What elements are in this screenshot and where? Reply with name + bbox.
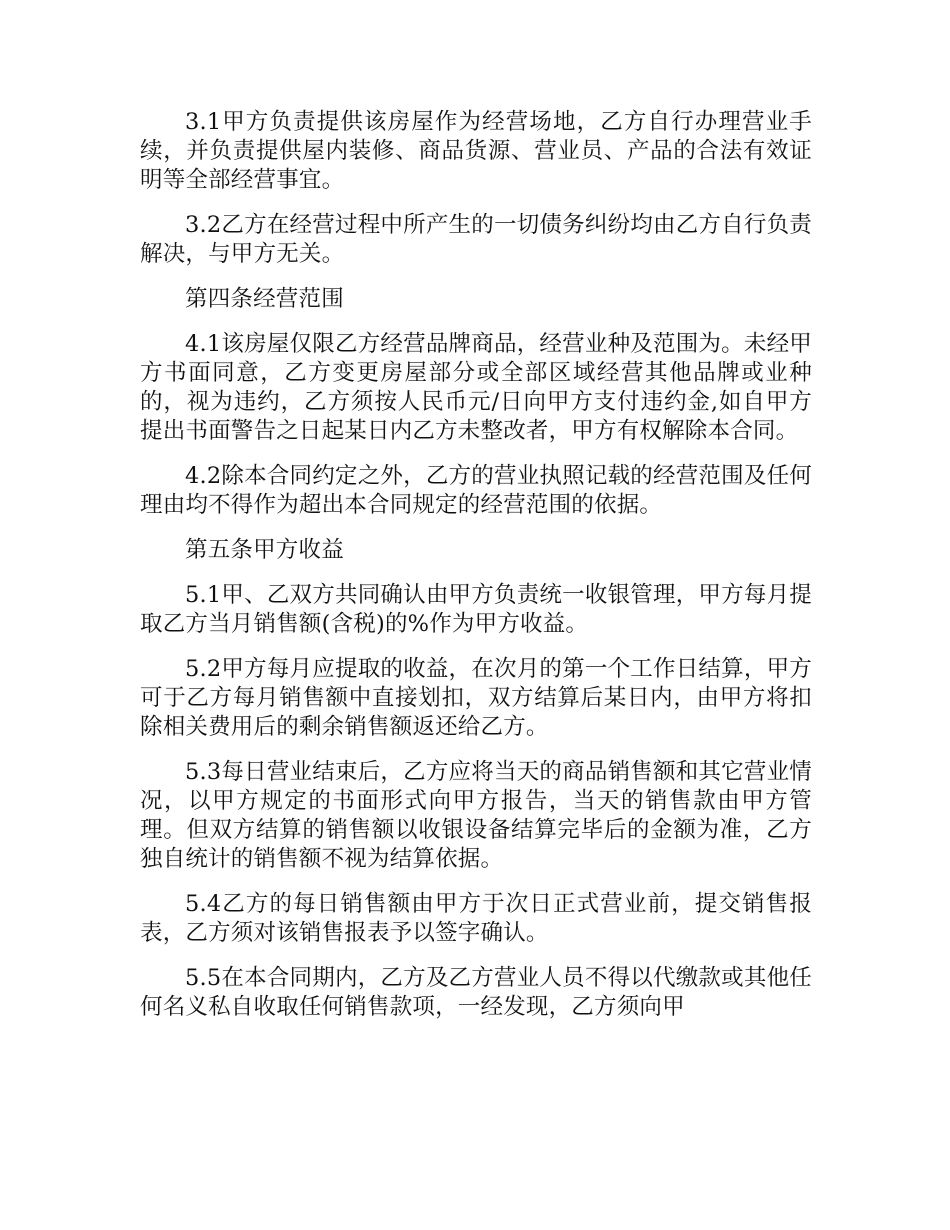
clause-5-4: 5.4乙方的每日销售额由甲方于次日正式营业前，提交销售报表，乙方须对该销售报表予以签字确认。 xyxy=(140,891,812,946)
article-4-heading: 第四条经营范围 xyxy=(185,286,344,312)
clause-5-1: 5.1甲、乙双方共同确认由甲方负责统一收银管理，甲方每月提取乙方当月销售额(含税)的%作为甲方收益。 xyxy=(140,582,812,637)
clause-3-1: 3.1甲方负责提供该房屋作为经营场地，乙方自行办理营业手续，并负责提供屋内装修、商品货源、营业员、产品的合法有效证明等全部经营事宜。 xyxy=(140,109,812,193)
document-body xyxy=(140,108,812,1038)
clause-5-3: 5.3每日营业结束后，乙方应将当天的商品销售额和其它营业情况，以甲方规定的书面形式向甲方报告，当天的销售款由甲方管理。但双方结算的销售额以收银设备结算完毕后的金额为准，乙方独自统计的销售额不视为结算依据。 xyxy=(140,759,812,872)
article-5-heading: 第五条甲方收益 xyxy=(185,537,344,563)
clause-5-2: 5.2甲方每月应提取的收益，在次月的第一个工作日结算，甲方可于乙方每月销售额中直接划扣，双方结算后某日内，由甲方将扣除相关费用后的剩余销售额返还给乙方。 xyxy=(140,656,812,740)
clause-3-2: 3.2乙方在经营过程中所产生的一切债务纠纷均由乙方自行负责解决，与甲方无关。 xyxy=(140,212,812,267)
clause-5-5: 5.5在本合同期内，乙方及乙方营业人员不得以代缴款或其他任何名义私自收取任何销售款项，一经发现，乙方须向甲 xyxy=(140,965,812,1020)
clause-4-2: 4.2除本合同约定之外，乙方的营业执照记载的经营范围及任何理由均不得作为超出本合同规定的经营范围的依据。 xyxy=(140,463,812,518)
clause-4-1: 4.1该房屋仅限乙方经营品牌商品，经营业种及范围为。未经甲方书面同意，乙方变更房屋部分或全部区域经营其他品牌或业种的，视为违约，乙方须按人民币元/日向甲方支付违约金,如自甲方提出书面警告之日起某日内乙方未整改者，甲方有权解除本合同。 xyxy=(140,331,812,444)
